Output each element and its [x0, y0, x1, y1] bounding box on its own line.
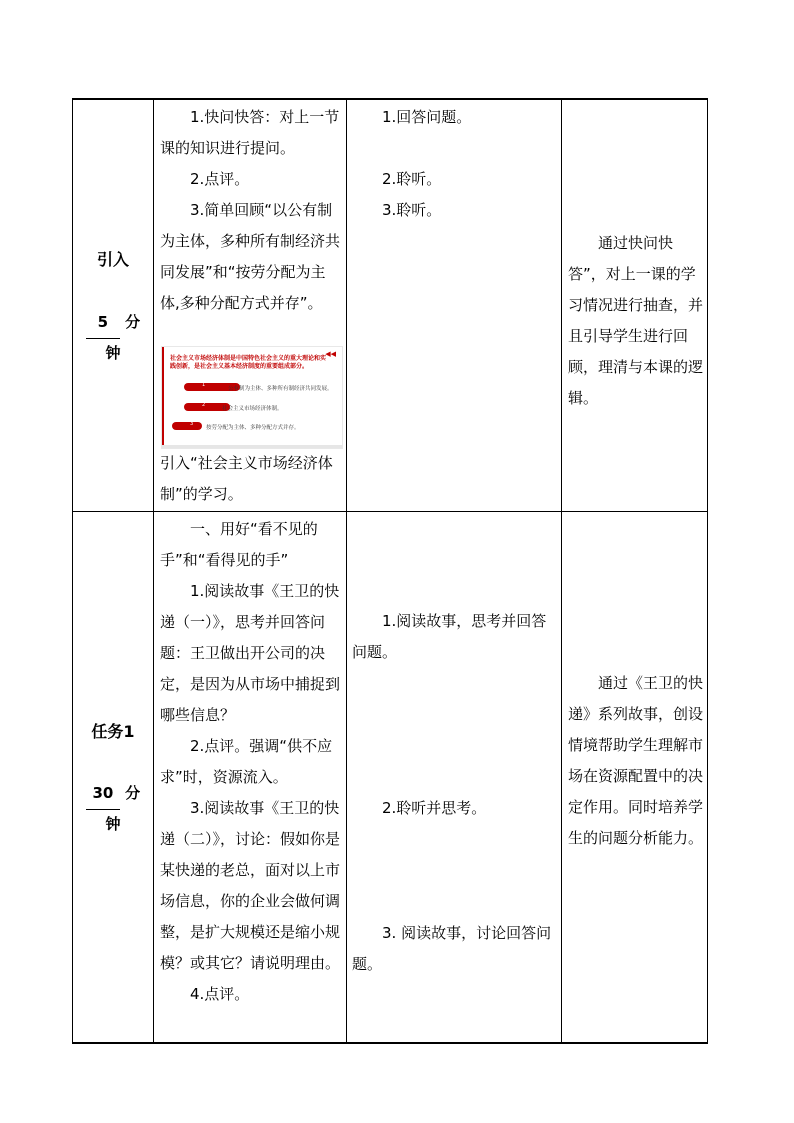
column-divider — [153, 98, 154, 1044]
duration — [73, 778, 153, 810]
slide-item-marker: 1 — [184, 383, 240, 391]
slide-accent-bar — [162, 347, 164, 448]
back-arrows-icon: ◀◀ — [325, 350, 336, 358]
duration-unit: 分 — [125, 784, 141, 802]
student-activity — [352, 793, 555, 824]
student-step: 2.聆听并思考。 — [382, 799, 487, 817]
design-intent: 通过快问快答”，对上一课的学习情况进行抽查，并且引导学生进行回顾，理清与本课的逻辑。 — [568, 234, 704, 407]
column-divider — [346, 98, 347, 1044]
duration-value: 5 — [86, 307, 120, 339]
duration-unit: 分 — [125, 313, 141, 331]
duration-value: 30 — [86, 778, 120, 810]
teacher-step: 3.简单回顾“以公有制为主体，多种所有制经济共同发展”和“按劳分配为主体,多种分配方式并存”。 — [160, 201, 341, 312]
design-intent: 通过《王卫的快递》系列故事，创设情境帮助学生理解市场在资源配置中的决定作用。同时培养学生的问题分析能力。 — [568, 674, 704, 847]
teacher-step: 1.快问快答：对上一节课的知识进行提问。 — [160, 108, 340, 157]
duration-unit-b: 钟 — [105, 815, 121, 833]
teacher-step: 3.阅读故事《王卫的快递（二）》，讨论：假如你是某快递的老总，面对以上市场信息，你的企业会做何调整，是扩大规模还是缩小规模？或其它？请说明理由。 — [160, 799, 341, 972]
slide-item-marker: 3 — [172, 422, 202, 430]
teacher-step: 一、用好“看不见的手”和“看得见的手” — [160, 520, 318, 569]
slide-item-text: 社会主义市场经济体制。 — [222, 406, 283, 412]
duration-unit-b: 钟 — [105, 344, 121, 362]
student-step: 1.阅读故事，思考并回答问题。 — [352, 612, 547, 661]
duration — [73, 307, 153, 339]
teacher-step: 2.点评。 — [190, 170, 250, 188]
teacher-step: 4.点评。 — [190, 985, 250, 1003]
stage-label: 引入 — [96, 250, 129, 269]
stage-label: 任务1 — [91, 722, 135, 741]
student-activity — [352, 606, 555, 668]
teacher-activities — [160, 514, 342, 1010]
column-divider — [561, 98, 562, 1044]
student-step: 1.回答问题。 — [382, 108, 472, 126]
slide-thumbnail — [162, 347, 342, 448]
slide-header: 社会主义市场经济体制是中国特色社会主义的重大理论和实践创新，是社会主义基本经济制度的重要组成部分。 — [170, 355, 327, 370]
slide-item-marker: 2 — [184, 403, 230, 411]
teacher-transition: 引入“社会主义市场经济体制”的学习。 — [160, 454, 333, 503]
teacher-step: 2.点评。强调“供不应求”时，资源流入。 — [160, 737, 333, 786]
student-activities — [352, 102, 555, 226]
slide-item-text: 按劳分配为主体、多种分配方式并存。 — [206, 425, 300, 431]
student-activity — [352, 918, 555, 980]
student-step: 2.聆听。 — [382, 170, 442, 188]
slide-item-text: 公有制为主体、多种所有制经济共同发展。 — [228, 386, 333, 392]
student-step: 3. 阅读故事，讨论回答问题。 — [352, 924, 552, 973]
teacher-activities — [160, 102, 342, 319]
row-divider — [72, 511, 708, 512]
student-step: 3.聆听。 — [382, 201, 442, 219]
teacher-step: 1.阅读故事《王卫的快递（一）》，思考并回答问题：王卫做出开公司的决定，是因为从市场中捕捉到哪些信息？ — [160, 582, 341, 724]
